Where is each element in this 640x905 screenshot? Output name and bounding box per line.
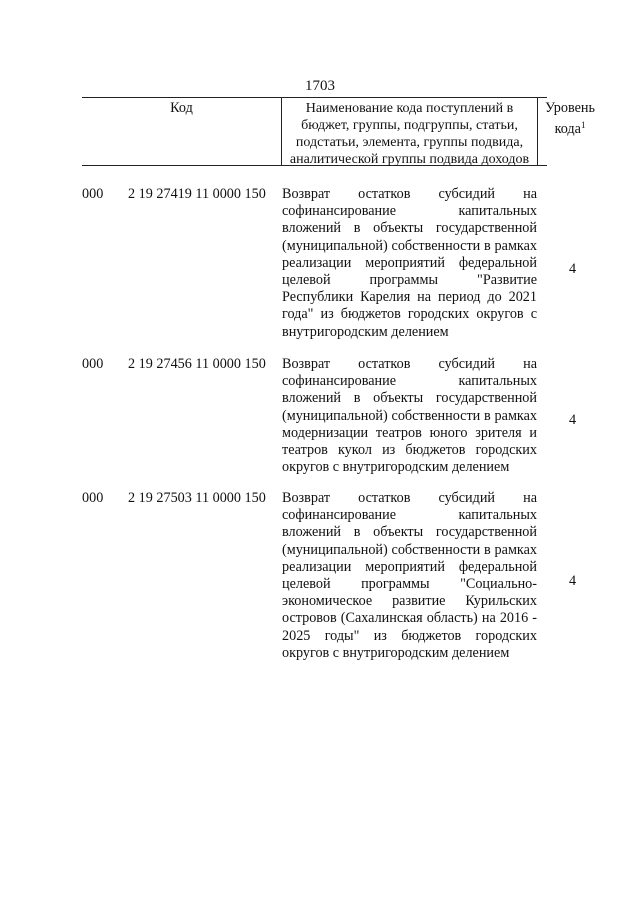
row-level: 4	[569, 573, 577, 589]
row-code: 2 19 27419 11 0000 150	[128, 186, 266, 202]
row-level: 4	[569, 261, 577, 277]
header-level-footnote: 1	[580, 120, 586, 130]
row-code: 2 19 27456 11 0000 150	[128, 356, 266, 372]
row-name: Возврат остатков субсидий на софинансирование капитальных вложений в объекты государственной (муниципальной) собственности в рамках модернизации театров юного зрителя и театров кукол из бюджетов городских округов с внутригородским делением	[282, 356, 537, 476]
row-level: 4	[569, 412, 577, 428]
row-admin-code: 000	[82, 490, 104, 506]
row-admin-code: 000	[82, 356, 104, 372]
row-code: 2 19 27503 11 0000 150	[128, 490, 266, 506]
header-name: Наименование кода поступлений в бюджет, группы, подгруппы, статьи, подстатьи, элемента, группы подвида, аналитической группы подвида доходов	[281, 98, 538, 165]
row-name: Возврат остатков субсидий на софинансирование капитальных вложений в объекты государственной (муниципальной) собственности в рамках реализации мероприятий федеральной целевой программы "Социально-экономическое развитие Курильских островов (Сахалинская область) на 2016 - 2025 годы" из бюджетов городских округов с внутригородским делением	[282, 490, 537, 661]
page-number: 1703	[305, 78, 335, 94]
header-level-label: Уровень кода	[545, 100, 595, 137]
table-header	[82, 97, 595, 167]
header-code: Код	[170, 100, 193, 116]
row-admin-code: 000	[82, 186, 104, 202]
row-name: Возврат остатков субсидий на софинансирование капитальных вложений в объекты государственной (муниципальной) собственности в рамках реализации мероприятий федеральной целевой программы "Развитие Республики Карелия на период до 2021 года" из бюджетов городских округов с внутригородским делением	[282, 186, 537, 340]
header-level	[538, 98, 602, 165]
